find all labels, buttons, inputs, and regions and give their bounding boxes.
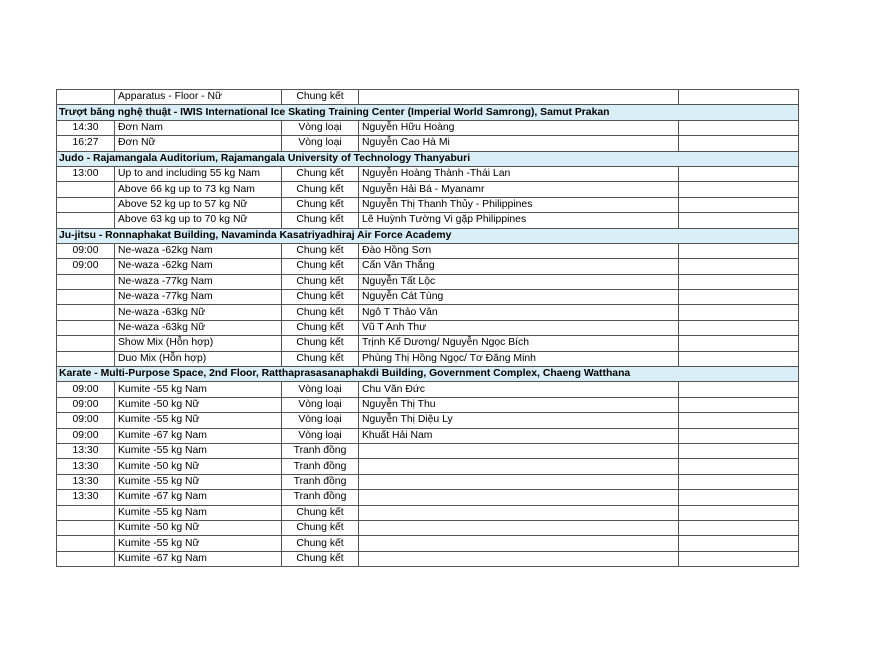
note-cell: [679, 243, 799, 258]
event-cell: Ne-waza -62kg Nam: [115, 243, 282, 258]
note-cell: [679, 474, 799, 489]
athlete-cell: [359, 459, 679, 474]
athlete-cell: Nguyễn Thị Thanh Thủy - Philippines: [359, 197, 679, 212]
section-header-row: [57, 367, 799, 382]
round-cell: Chung kết: [282, 305, 359, 320]
time-cell: 09:00: [57, 397, 115, 412]
section-title: Ju-jitsu - Ronnaphakat Building, Navaminda Kasatriyadhiraj Air Force Academy: [57, 228, 799, 243]
note-cell: [679, 351, 799, 366]
note-cell: [679, 382, 799, 397]
athlete-cell: [359, 551, 679, 566]
time-cell: 14:30: [57, 120, 115, 135]
section-title: Trượt băng nghệ thuật - IWIS International Ice Skating Training Center (Imperial World Samrong), Samut Prakan: [57, 105, 799, 120]
event-cell: Ne-waza -63kg Nữ: [115, 320, 282, 335]
athlete-cell: [359, 474, 679, 489]
time-cell: 09:00: [57, 243, 115, 258]
round-cell: Chung kết: [282, 197, 359, 212]
note-cell: [679, 536, 799, 551]
section-title: Judo - Rajamangala Auditorium, Rajamangala University of Technology Thanyaburi: [57, 151, 799, 166]
note-cell: [679, 551, 799, 566]
round-cell: Chung kết: [282, 182, 359, 197]
round-cell: Vòng loại: [282, 136, 359, 151]
note-cell: [679, 520, 799, 535]
time-cell: 13:00: [57, 166, 115, 181]
event-cell: Đơn Nữ: [115, 136, 282, 151]
table-row: [57, 336, 799, 351]
note-cell: [679, 290, 799, 305]
event-cell: Apparatus - Floor - Nữ: [115, 90, 282, 105]
round-cell: Chung kết: [282, 520, 359, 535]
time-cell: [57, 213, 115, 228]
time-cell: [57, 351, 115, 366]
note-cell: [679, 397, 799, 412]
athlete-cell: Nguyễn Cao Hà Mi: [359, 136, 679, 151]
athlete-cell: [359, 505, 679, 520]
athlete-cell: Phùng Thị Hồng Ngọc/ Tơ Đăng Minh: [359, 351, 679, 366]
round-cell: Chung kết: [282, 336, 359, 351]
round-cell: Vòng loại: [282, 120, 359, 135]
time-cell: 09:00: [57, 259, 115, 274]
event-cell: Kumite -50 kg Nữ: [115, 459, 282, 474]
note-cell: [679, 136, 799, 151]
event-cell: Above 66 kg up to 73 kg Nam: [115, 182, 282, 197]
note-cell: [679, 443, 799, 458]
note-cell: [679, 182, 799, 197]
athlete-cell: Nguyễn Cát Tùng: [359, 290, 679, 305]
round-cell: Chung kết: [282, 551, 359, 566]
section-header-row: [57, 228, 799, 243]
event-cell: Ne-waza -62kg Nam: [115, 259, 282, 274]
event-cell: Show Mix (Hỗn hợp): [115, 336, 282, 351]
time-cell: 09:00: [57, 382, 115, 397]
event-cell: Kumite -55 kg Nữ: [115, 413, 282, 428]
time-cell: [57, 520, 115, 535]
table-row: [57, 397, 799, 412]
round-cell: Chung kết: [282, 505, 359, 520]
event-cell: Kumite -55 kg Nữ: [115, 474, 282, 489]
section-header-row: [57, 151, 799, 166]
time-cell: 16:27: [57, 136, 115, 151]
time-cell: 13:30: [57, 474, 115, 489]
time-cell: 13:30: [57, 490, 115, 505]
time-cell: [57, 305, 115, 320]
event-cell: Kumite -55 kg Nữ: [115, 536, 282, 551]
time-cell: [57, 551, 115, 566]
time-cell: 13:30: [57, 443, 115, 458]
round-cell: Chung kết: [282, 320, 359, 335]
round-cell: Chung kết: [282, 259, 359, 274]
event-cell: Ne-waza -63kg Nữ: [115, 305, 282, 320]
table-row: [57, 213, 799, 228]
note-cell: [679, 166, 799, 181]
note-cell: [679, 90, 799, 105]
athlete-cell: Ngô T Thảo Vân: [359, 305, 679, 320]
athlete-cell: Chu Văn Đức: [359, 382, 679, 397]
table-row: [57, 320, 799, 335]
time-cell: [57, 197, 115, 212]
round-cell: Vòng loại: [282, 382, 359, 397]
table-row: [57, 182, 799, 197]
time-cell: [57, 274, 115, 289]
table-row: [57, 197, 799, 212]
event-cell: Kumite -55 kg Nam: [115, 443, 282, 458]
note-cell: [679, 336, 799, 351]
event-cell: Ne-waza -77kg Nam: [115, 290, 282, 305]
table-row: [57, 490, 799, 505]
athlete-cell: Nguyễn Tất Lộc: [359, 274, 679, 289]
note-cell: [679, 505, 799, 520]
round-cell: Chung kết: [282, 166, 359, 181]
round-cell: Tranh đồng: [282, 474, 359, 489]
table-row: [57, 290, 799, 305]
table-row: [57, 536, 799, 551]
event-cell: Kumite -67 kg Nam: [115, 551, 282, 566]
athlete-cell: Khuất Hải Nam: [359, 428, 679, 443]
event-cell: Duo Mix (Hỗn hợp): [115, 351, 282, 366]
schedule-body: [57, 90, 799, 567]
section-header-row: [57, 105, 799, 120]
round-cell: Vòng loại: [282, 413, 359, 428]
table-row: [57, 505, 799, 520]
note-cell: [679, 213, 799, 228]
time-cell: 09:00: [57, 413, 115, 428]
athlete-cell: Trịnh Kế Dương/ Nguyễn Ngọc Bích: [359, 336, 679, 351]
round-cell: Chung kết: [282, 213, 359, 228]
athlete-cell: [359, 90, 679, 105]
time-cell: [57, 536, 115, 551]
time-cell: [57, 90, 115, 105]
athlete-cell: Cấn Văn Thắng: [359, 259, 679, 274]
table-row: [57, 443, 799, 458]
table-row: [57, 551, 799, 566]
note-cell: [679, 120, 799, 135]
athlete-cell: Nguyễn Hoàng Thành -Thái Lan: [359, 166, 679, 181]
note-cell: [679, 490, 799, 505]
event-cell: Kumite -50 kg Nữ: [115, 520, 282, 535]
section-title: Karate - Multi-Purpose Space, 2nd Floor, Ratthaprasasanaphakdi Building, Government Complex, Chaeng Watthana: [57, 367, 799, 382]
round-cell: Chung kết: [282, 90, 359, 105]
table-row: [57, 428, 799, 443]
note-cell: [679, 197, 799, 212]
round-cell: Chung kết: [282, 351, 359, 366]
athlete-cell: Vũ T Anh Thư: [359, 320, 679, 335]
table-row: [57, 520, 799, 535]
event-cell: Đơn Nam: [115, 120, 282, 135]
table-row: [57, 413, 799, 428]
event-cell: Kumite -67 kg Nam: [115, 428, 282, 443]
note-cell: [679, 274, 799, 289]
round-cell: Chung kết: [282, 290, 359, 305]
round-cell: Chung kết: [282, 536, 359, 551]
table-row: [57, 459, 799, 474]
athlete-cell: Lê Huỳnh Tường Vi gặp Philippines: [359, 213, 679, 228]
table-row: [57, 305, 799, 320]
table-row: [57, 166, 799, 181]
table-row: [57, 474, 799, 489]
table-row: [57, 243, 799, 258]
round-cell: Chung kết: [282, 274, 359, 289]
athlete-cell: [359, 490, 679, 505]
round-cell: Chung kết: [282, 243, 359, 258]
note-cell: [679, 413, 799, 428]
round-cell: Tranh đồng: [282, 490, 359, 505]
table-row: [57, 136, 799, 151]
time-cell: 09:00: [57, 428, 115, 443]
round-cell: Tranh đồng: [282, 443, 359, 458]
event-cell: Up to and including 55 kg Nam: [115, 166, 282, 181]
time-cell: [57, 182, 115, 197]
athlete-cell: Đào Hồng Sơn: [359, 243, 679, 258]
round-cell: Vòng loại: [282, 428, 359, 443]
note-cell: [679, 305, 799, 320]
athlete-cell: Nguyễn Hữu Hoàng: [359, 120, 679, 135]
time-cell: [57, 290, 115, 305]
schedule-table: [56, 89, 799, 567]
athlete-cell: Nguyễn Thị Diệu Ly: [359, 413, 679, 428]
note-cell: [679, 428, 799, 443]
event-cell: Above 63 kg up to 70 kg Nữ: [115, 213, 282, 228]
event-cell: Kumite -50 kg Nữ: [115, 397, 282, 412]
athlete-cell: Nguyễn Hải Bá - Myanamr: [359, 182, 679, 197]
note-cell: [679, 320, 799, 335]
table-row: [57, 382, 799, 397]
athlete-cell: [359, 443, 679, 458]
table-row: [57, 120, 799, 135]
time-cell: [57, 336, 115, 351]
time-cell: [57, 505, 115, 520]
note-cell: [679, 259, 799, 274]
event-cell: Ne-waza -77kg Nam: [115, 274, 282, 289]
note-cell: [679, 459, 799, 474]
athlete-cell: [359, 536, 679, 551]
time-cell: [57, 320, 115, 335]
event-cell: Kumite -55 kg Nam: [115, 505, 282, 520]
athlete-cell: [359, 520, 679, 535]
table-row: [57, 90, 799, 105]
event-cell: Above 52 kg up to 57 kg Nữ: [115, 197, 282, 212]
athlete-cell: Nguyễn Thị Thu: [359, 397, 679, 412]
event-cell: Kumite -67 kg Nam: [115, 490, 282, 505]
table-row: [57, 351, 799, 366]
time-cell: 13:30: [57, 459, 115, 474]
table-row: [57, 274, 799, 289]
table-row: [57, 259, 799, 274]
round-cell: Vòng loại: [282, 397, 359, 412]
round-cell: Tranh đồng: [282, 459, 359, 474]
event-cell: Kumite -55 kg Nam: [115, 382, 282, 397]
